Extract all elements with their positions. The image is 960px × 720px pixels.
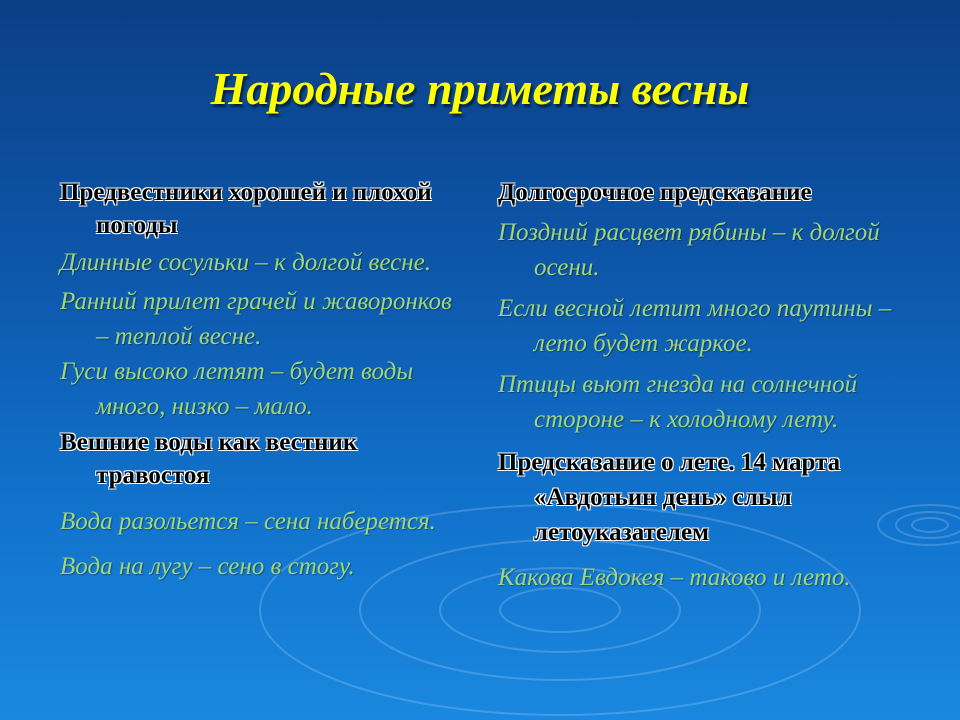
list-item: Поздний расцвет рябины – к долгой осени. — [498, 219, 880, 281]
list-item: Если весной летит много паутины – лето будет жаркое. — [498, 295, 892, 357]
list-item: Вода разольется – сена наберется. — [60, 508, 436, 535]
right-heading-longterm: Долгосрочное предсказание — [498, 179, 812, 206]
list-item: Ранний прилет грачей и жаворонков – теплой весне. — [60, 288, 452, 350]
list-item: Длинные сосульки – к долгой весне. — [60, 249, 432, 276]
list-item: Гуси высоко летят – будет воды много, низко – мало. — [60, 358, 414, 420]
list-item: Какова Евдокея – таково и лето. — [498, 564, 851, 591]
right-column — [498, 176, 903, 595]
slide-title: Народные приметы весны — [210, 63, 750, 114]
list-item: Птицы вьют гнезда на солнечной стороне – к холодному лету. — [498, 371, 858, 433]
right-heading-summer: Предсказание о лете. 14 марта «Авдотьин день» слыл летоуказателем — [498, 449, 841, 546]
left-heading-flood: Вешние воды как вестник травостоя — [60, 429, 358, 489]
list-item: Вода на лугу – сено в стогу. — [60, 553, 355, 580]
left-column — [60, 176, 468, 584]
left-heading-weather: Предвестники хорошей и плохой погоды — [60, 179, 432, 239]
